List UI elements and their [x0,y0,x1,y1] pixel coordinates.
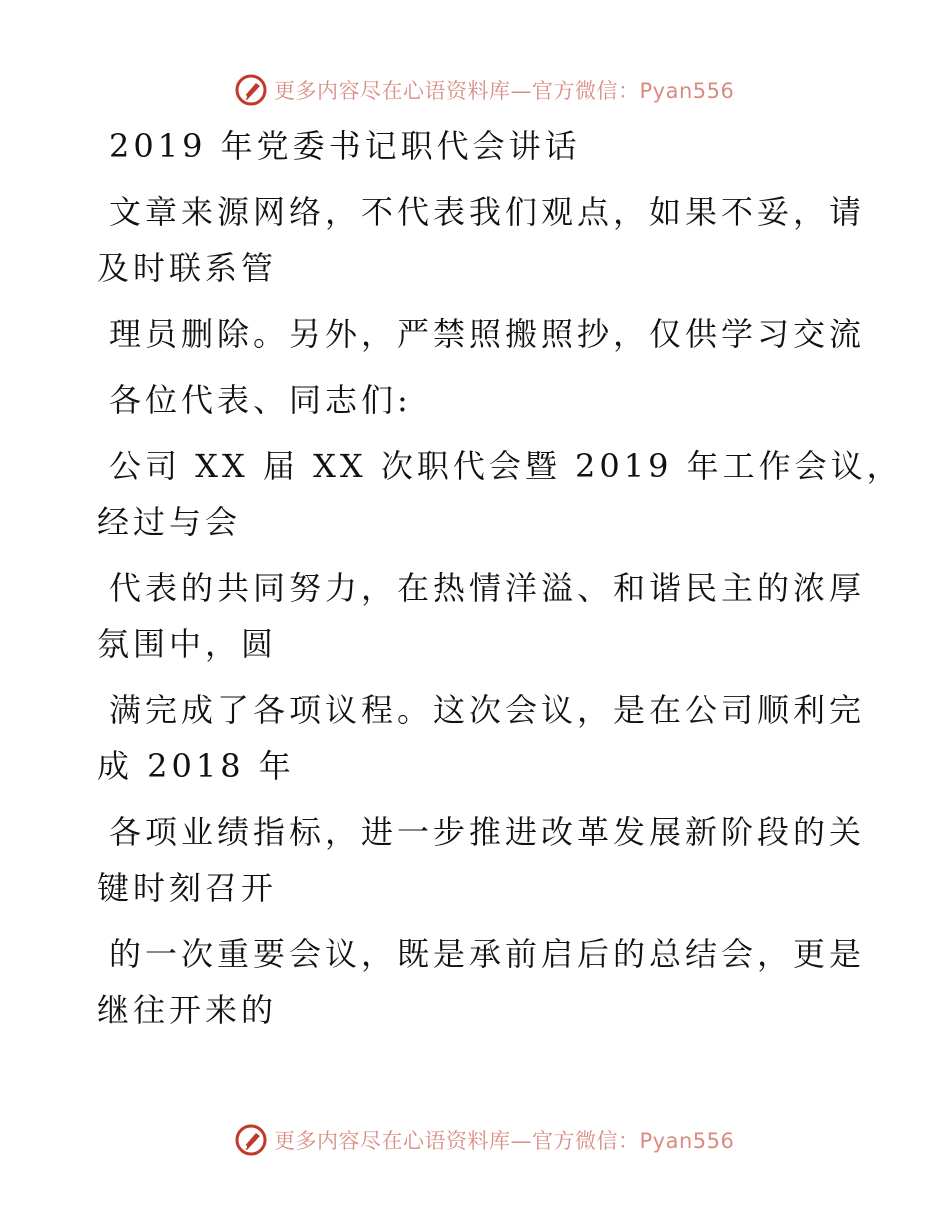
pen-circle-icon [234,73,268,107]
paragraph-line: 的一次重要会议，既是承前启后的总结会，更是 [109,935,866,973]
watermark-text: 更多内容尽在心语资料库—官方微信：Pyan556 [274,79,735,103]
paragraph-line: 继往开来的 [97,991,278,1029]
paragraph-line: 理员删除。另外，严禁照搬照抄，仅供学习交流 [109,315,866,353]
paragraph-line: 成 2018 年 [97,747,295,785]
paragraph-line: 经过与会 [97,503,242,541]
watermark-banner-bottom [234,1120,734,1160]
paragraph-line: 及时联系管 [97,249,278,287]
document-body [97,118,903,1038]
pen-circle-icon [234,1123,268,1157]
paragraph-line: 键时刻召开 [97,869,278,907]
paragraph-line: 公司 XX 届 XX 次职代会暨 2019 年工作会议， [109,447,903,485]
paragraph-line: 代表的共同努力，在热情洋溢、和谐民主的浓厚 [109,569,866,607]
paragraph-line: 各位代表、同志们: [109,381,412,419]
paragraph-line: 文章来源网络，不代表我们观点，如果不妥，请 [109,193,866,231]
document-title: 2019 年党委书记职代会讲话 [109,127,581,165]
watermark-text: 更多内容尽在心语资料库—官方微信：Pyan556 [274,1129,735,1153]
watermark-banner-top [234,70,734,110]
paragraph-line: 各项业绩指标，进一步推进改革发展新阶段的关 [109,813,866,851]
paragraph-line: 氛围中，圆 [97,625,278,663]
paragraph-line: 满完成了各项议程。这次会议，是在公司顺利完 [109,691,866,729]
